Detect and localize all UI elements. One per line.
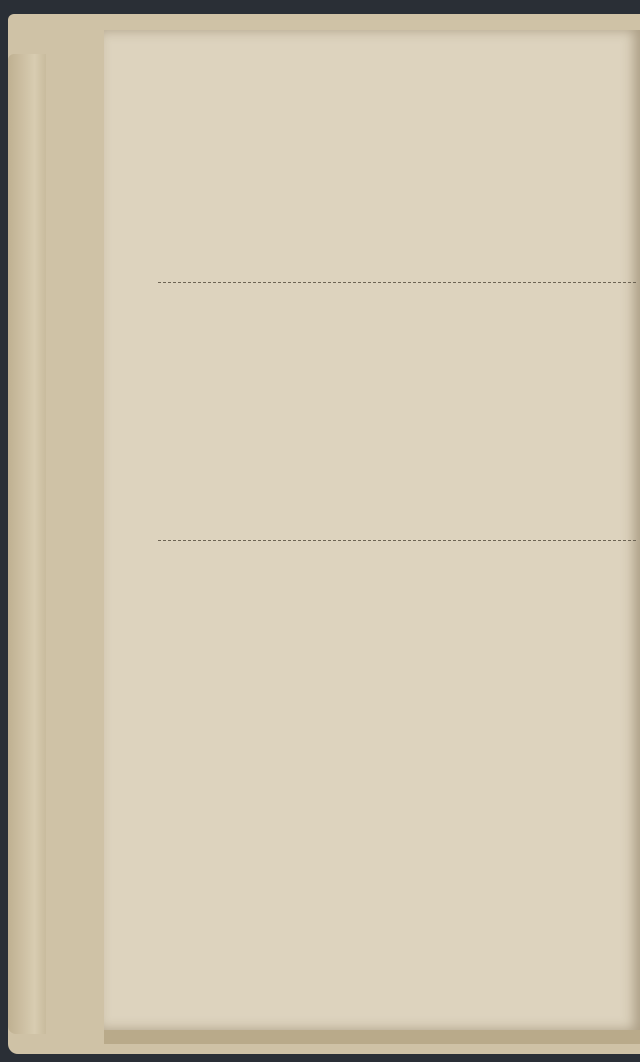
directory-page xyxy=(104,30,640,1030)
ad-top-rule xyxy=(158,282,636,283)
advertisement xyxy=(158,296,638,306)
ad-bottom-rule xyxy=(158,540,636,541)
previous-page-edge xyxy=(8,54,46,1034)
page-header xyxy=(162,68,632,88)
page-bottom-edge xyxy=(104,1030,640,1044)
